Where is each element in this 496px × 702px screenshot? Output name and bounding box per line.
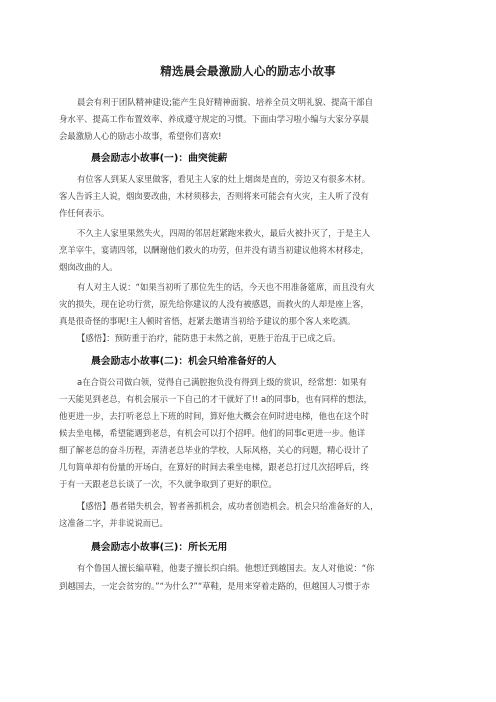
story2-line: 候去坐电梯，希望能遇到老总，有机会可以打个招呼。他们的同事c更进一步。他详 <box>59 428 366 438</box>
story1-line: 作任何表示。 <box>59 208 110 218</box>
document-title: 精选晨会最激励人心的励志小故事 <box>160 64 336 78</box>
story1-line: 真是很奇怪的事呢!主人顿时省悟，赶紧去邀请当初给予建议的那个客人来吃酒。 <box>59 316 356 326</box>
intro-line: 会最激励人心的励志小故事，希望你们喜欢! <box>59 131 222 141</box>
story2-line: a在合资公司做白领，觉得自己满腔抱负没有得到上级的赏识，经常想：如果有 <box>77 377 367 387</box>
section-heading-1: 晨会励志小故事(一)：曲突徙薪 <box>91 153 228 164</box>
section-heading-3: 晨会励志小故事(三)：所长无用 <box>91 542 228 553</box>
intro-line: 身水平、提高工作布置效率、养成遵守规定的习惯。下面由学习啦小编与大家分享晨 <box>59 114 369 124</box>
story1-insight: 【感悟】：预防重于治疗，能防患于未然之前，更胜于治乱于已成之后。 <box>77 333 341 343</box>
story3-line: 有个鲁国人擅长编草鞋，他妻子擅长织白绢。他想迁到越国去。友人对他说：“你 <box>77 563 375 573</box>
intro-line: 晨会有利于团队精神建设;能产生良好精神面貌、培养全员文明礼貌、提高干部自 <box>77 97 373 107</box>
story1-line: 烟囱改曲的人。 <box>59 262 118 272</box>
section-heading-2: 晨会励志小故事(二)：机会只给准备好的人 <box>91 356 277 367</box>
story1-line: 有位客人到某人家里做客，看见主人家的灶上烟囱是直的，旁边又有很多木材。 <box>77 174 371 184</box>
story1-line: 灾的损失，现在论功行赏，原先给你建议的人没有被感恩，而救火的人却是座上客， <box>59 299 369 309</box>
story2-line: 一天能见到老总，有机会展示一下自己的才干就好了!! a的同事b，也有同样的想法， <box>59 394 372 404</box>
story1-line: 烹羊宰牛，宴请四邻，以酬谢他们救火的功劳，但并没有请当初建议他将木材移走， <box>59 245 369 255</box>
story2-insight: 【感悟】愚者错失机会，智者善抓机会，成功者创造机会。机会只给准备好的人， <box>77 501 379 511</box>
story1-line: 不久主人家里果然失火，四周的邻居赶紧跑来救火，最后火被扑灭了，于是主人 <box>77 228 371 238</box>
story1-line: 有人对主人说：“如果当初听了那位先生的话，今天也不用准备筵席，而且没有火 <box>77 282 375 292</box>
story1-line: 客人告诉主人说，烟囱要改曲，木材须移去，否则将来可能会有火灾，主人听了没有 <box>59 191 369 201</box>
story2-line: 他更进一步，去打听老总上下班的时间，算好他大概会在何时进电梯，他也在这个时 <box>59 411 369 421</box>
story2-insight: 这准备二字，并非说说而已。 <box>59 518 168 528</box>
story2-line: 细了解老总的奋斗历程，弄清老总毕业的学校，人际风格，关心的问题，精心设计了 <box>59 445 369 455</box>
story3-line: 到越国去，一定会贫穷的。”“为什么?”“草鞋，是用来穿着走路的，但越国人习惯于赤 <box>59 581 370 591</box>
story2-line: 几句简单却有份量的开场白，在算好的时间去乘坐电梯，跟老总打过几次招呼后，终 <box>59 462 369 472</box>
story2-line: 于有一天跟老总长谈了一次，不久就争取到了更好的职位。 <box>59 479 277 489</box>
